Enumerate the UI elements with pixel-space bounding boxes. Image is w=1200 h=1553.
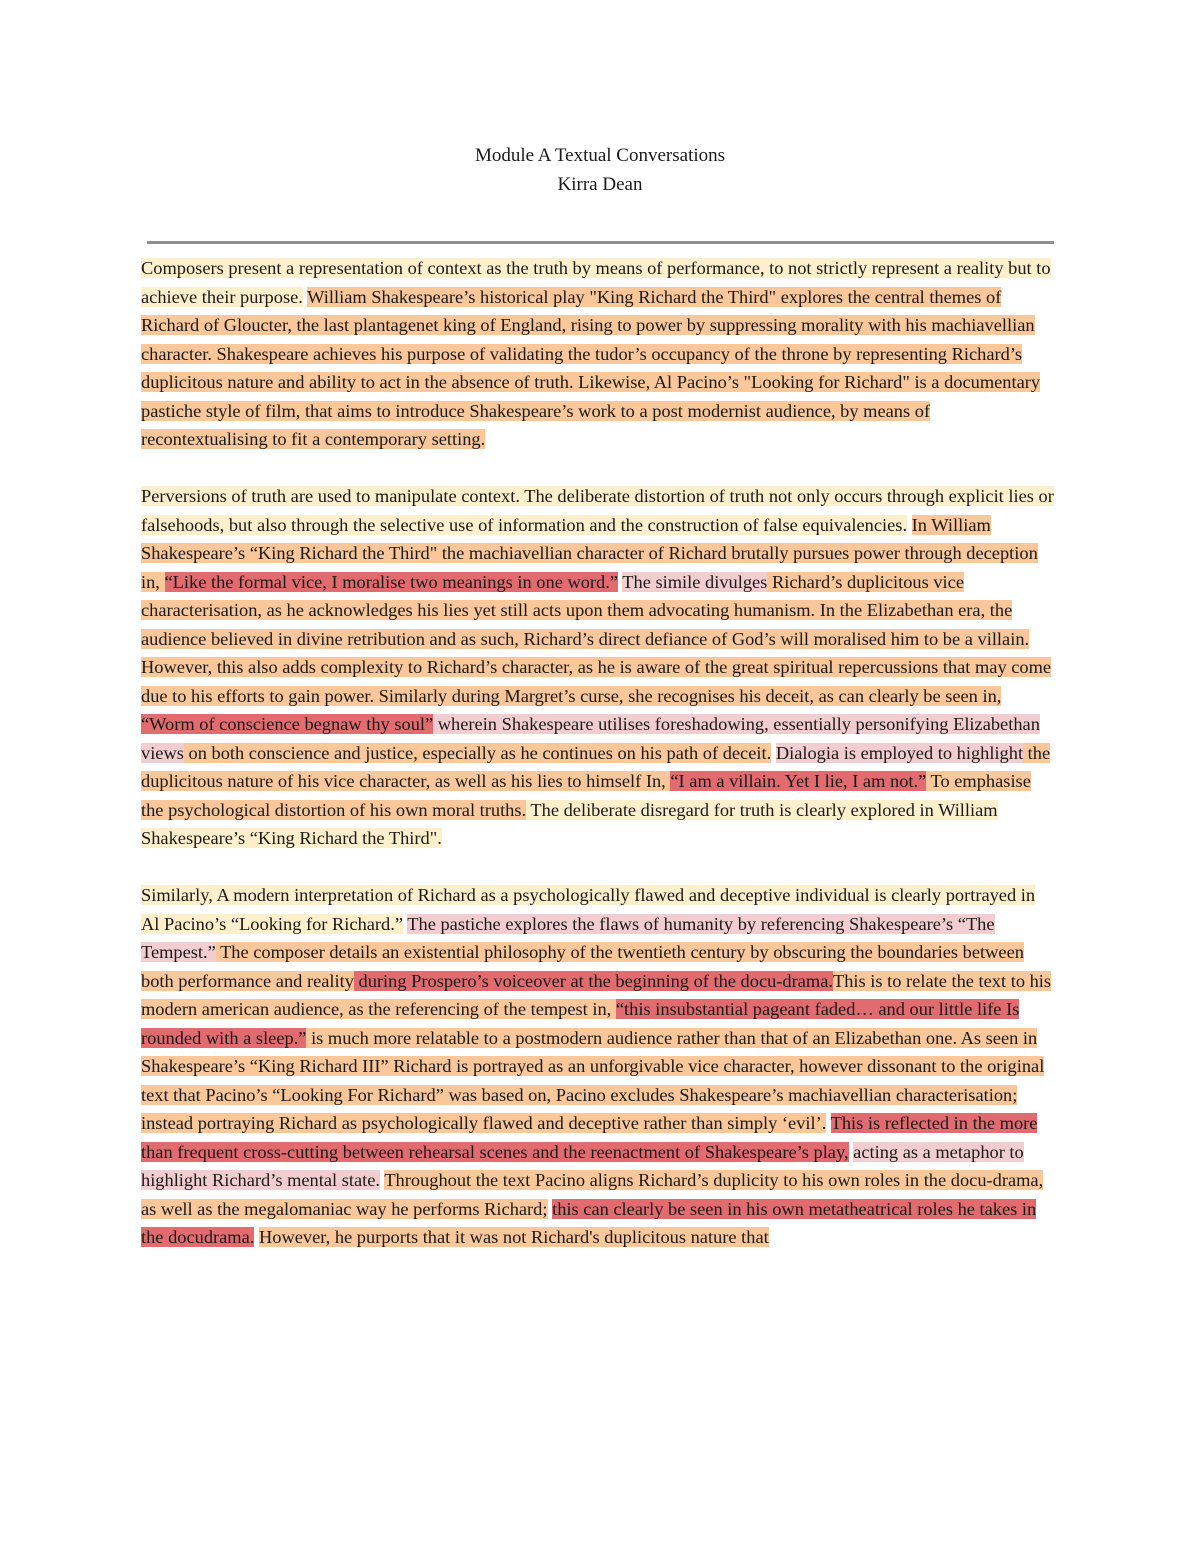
document-title: Module A Textual Conversations xyxy=(474,145,726,166)
highlighted-text-segment: Similarly, A modern interpretation of Richard as a psychologically flawed and deceptive individual is clearly portrayed in Al Pacino’s “Looking for Richard.” xyxy=(141,885,1036,934)
highlighted-text-segment: However, he purports that it was not Richard's duplicitous nature that xyxy=(258,1227,769,1247)
paragraph xyxy=(141,881,1056,1252)
highlighted-text-segment: Perversions of truth are used to manipulate context. The deliberate distortion of truth not only occurs through explicit lies or falsehoods, but also through the selective use of information and the construction of false equivalencies. xyxy=(141,486,1054,535)
paragraph xyxy=(141,254,1056,454)
text-segment xyxy=(907,515,912,535)
document-author: Kirra Dean xyxy=(557,174,643,195)
document-body xyxy=(141,254,1056,1252)
highlighted-text-segment: the duplicitous nature of his vice character, as well as his lies to himself In, xyxy=(141,742,1051,791)
highlighted-text-segment: wherein Shakespeare utilises foreshadowing, essentially personifying Elizabethan views xyxy=(141,714,1040,763)
highlighted-text-segment: Dialogia is employed to highlight xyxy=(775,742,1024,763)
highlighted-text-segment: The deliberate disregard for truth is clearly explored in William Shakespeare’s “King Richard the Third". xyxy=(141,799,998,848)
highlighted-text-segment: William Shakespeare’s historical play "King Richard the Third" explores the central themes of Richard of Gloucter, the last plantagenet king of England, rising to power by suppressing morality with his machiavellian character. Shakespeare achieves his purpose of validating the tudor’s occupancy of the throne by representing Richard’s duplicitous nature and ability to act in the absence of truth. Likewise, Al Pacino’s "Looking for Richard" is a documentary pastiche style of film, that aims to introduce Shakespeare’s work to a post modernist audience, by means of recontextualising to fit a contemporary setting. xyxy=(141,286,1041,449)
highlighted-text-segment: “this insubstantial pageant faded… and our little life Is rounded with a sleep.” xyxy=(141,999,1020,1048)
highlighted-text-segment: Richard’s duplicitous vice characterisation, as he acknowledges his lies yet still acts upon them advocating humanism. In the Elizabethan era, the audience believed in divine retribution and as such, Richard’s direct defiance of God’s will moralised him to be a villain. However, this also adds complexity to Richard’s character, as he is aware of the great spiritual repercussions that may come due to his efforts to gain power. Similarly during Margret’s curse, she recognises his deceit, as can clearly be seen in, xyxy=(141,571,1052,706)
highlighted-text-segment: The composer details an existential philosophy of the twentieth century by obscuring the boundaries between both performance and reality xyxy=(141,942,1024,991)
highlighted-text-segment: during Prospero’s voiceover at the beginning of the docu-drama. xyxy=(353,970,833,991)
paragraph xyxy=(141,482,1056,853)
highlighted-text-segment: This is reflected in the more than frequent cross-cutting between rehearsal scenes and the reenactment of Shakespeare’s play, xyxy=(141,1113,1038,1162)
highlighted-text-segment: Composers present a representation of context as the truth by means of performance, to not strictly represent a reality but to achieve their purpose. xyxy=(141,258,1051,307)
header-divider xyxy=(147,241,1054,244)
highlighted-text-segment: “Like the formal vice, I moralise two meanings in one word.” xyxy=(164,571,619,592)
highlighted-text-segment: To emphasise the psychological distortion of his own moral truths. xyxy=(141,771,1031,820)
highlighted-text-segment: This is to relate the text to his modern american audience, as the referencing of the tempest in, xyxy=(141,970,1052,1019)
document-header xyxy=(0,141,1200,199)
highlighted-text-segment: this can clearly be seen in his own metatheatrical roles he takes in the docudrama. xyxy=(141,1198,1037,1247)
highlighted-text-segment: Throughout the text Pacino aligns Richard’s duplicity to his own roles in the docu-drama, as well as the megalomaniac way he performs Richard; xyxy=(141,1170,1044,1219)
text-segment xyxy=(826,1113,830,1133)
highlighted-text-segment: is much more relatable to a postmodern audience rather than that of an Elizabethan one. As seen in Shakespeare’s “King Richard III” Richard is portrayed as an unforgivable vice character, however dissonant to the original text that Pacino’s “Looking For Richard” was based on, Pacino excludes Shakespeare’s machiavellian characterisation; instead portraying Richard as psychologically flawed and deceptive rather than simply ‘evil’. xyxy=(141,1027,1045,1133)
highlighted-text-segment: The pastiche explores the flaws of humanity by referencing Shakespeare’s “The Tempest.” xyxy=(141,913,995,962)
highlighted-text-segment: “I am a villain. Yet I lie, I am not.” xyxy=(670,771,927,791)
highlighted-text-segment: on both conscience and justice, especially as he continues on his path of deceit. xyxy=(183,742,772,763)
highlighted-text-segment: “Worm of conscience begnaw thy soul” xyxy=(141,714,434,734)
highlighted-text-segment: acting as a metaphor to highlight Richard’s mental state. xyxy=(141,1141,1024,1190)
highlighted-text-segment: The simile divulges xyxy=(622,571,768,592)
highlighted-text-segment: In William Shakespeare’s “King Richard the Third" the machiavellian character of Richard brutally pursues power through deception in, xyxy=(141,514,1038,592)
